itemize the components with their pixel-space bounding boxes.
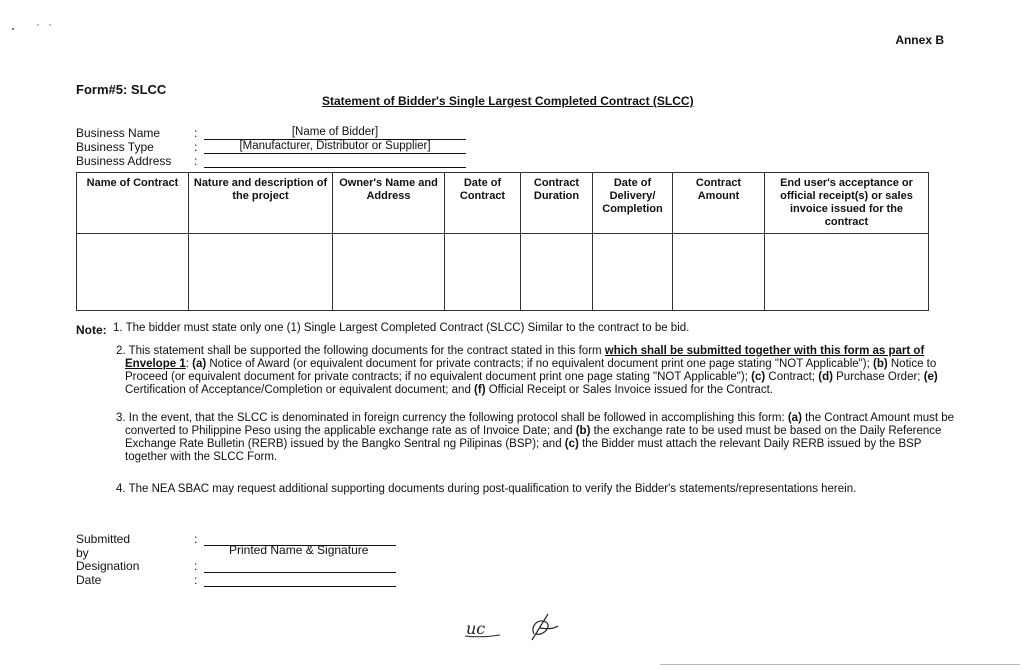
note-key: (c) <box>564 438 579 450</box>
scan-artifact-dots <box>10 18 60 36</box>
note-2 <box>116 345 955 397</box>
business-address-field[interactable] <box>204 154 466 168</box>
form-number: Form#5: SLCC <box>76 82 167 97</box>
column-header: Contract Duration <box>521 173 593 234</box>
note-text: the Contract Amount must be converted to Philippine Peso using the applicable exchange rate as of Invoice Date; and <box>125 412 955 437</box>
note-text: 3. In the event, that the SLCC is denominated in foreign currency the following protocol shall be followed in accomplishing this form: <box>116 412 788 424</box>
column-header: Nature and description of the project <box>189 173 333 234</box>
note-key: (b) <box>575 425 591 437</box>
note-key: (f) <box>474 384 486 396</box>
colon: : <box>194 573 198 587</box>
table-cell[interactable] <box>593 234 673 311</box>
handwritten-initials <box>460 606 570 651</box>
annex-label: Annex B <box>895 33 944 47</box>
note-key: (d) <box>818 371 833 383</box>
initials-first: uc <box>466 619 486 638</box>
column-header: Contract Amount <box>673 173 765 234</box>
slcc-table <box>76 172 929 311</box>
table-cell[interactable] <box>521 234 593 311</box>
designation-field[interactable] <box>204 559 396 573</box>
signature-caption: Printed Name & Signature <box>229 543 369 557</box>
column-header: Name of Contract <box>77 173 189 234</box>
column-header: End user's acceptance or official receipt(s) or sales invoice issued for the contract <box>765 173 929 234</box>
note-label: Note: <box>76 323 107 337</box>
note-text: 2. This statement shall be supported the following documents for the contract stated in this form <box>116 345 605 357</box>
document-title: Statement of Bidder's Single Largest Completed Contract (SLCC) <box>322 94 694 108</box>
submitted-by-label: Submitted by <box>76 532 131 560</box>
colon: : <box>194 140 198 154</box>
table-cell[interactable] <box>673 234 765 311</box>
note-text: Notice of Award (or equivalent document for private contracts; if no equivalent document print one page stating "NOT Applicable"); <box>206 358 873 370</box>
table-cell[interactable] <box>189 234 333 311</box>
note-emphasis: which shall be submitted together with this form as part of Envelope 1 <box>125 345 925 370</box>
date-field[interactable] <box>204 573 396 587</box>
note-key: (c) <box>751 371 766 383</box>
business-type-field[interactable]: [Manufacturer, Distributor or Supplier] <box>204 140 466 154</box>
table-cell[interactable] <box>77 234 189 311</box>
colon: : <box>194 154 198 168</box>
note-key: (b) <box>872 358 888 370</box>
note-key: (a) <box>787 412 802 424</box>
note-key: (e) <box>923 371 938 383</box>
colon: : <box>194 559 198 573</box>
business-type-label: Business Type <box>76 140 154 154</box>
note-text: the exchange rate to be used must be based on the Daily Reference Exchange Rate Bulletin (RERB) issued by the Bangko Sentral ng Pilipinas (BSP); and <box>125 425 942 450</box>
designation-label: Designation <box>76 559 140 573</box>
column-header: Date of Contract <box>445 173 521 234</box>
table-cell[interactable] <box>333 234 445 311</box>
note-key: (a) <box>192 358 207 370</box>
date-label: Date <box>76 573 102 587</box>
note-text: Official Receipt or Sales Invoice issued for the Contract. <box>485 384 773 396</box>
note-text: Notice to Proceed (or equivalent document for private contracts; if no equivalent document print one page stating "NOT Applicable"); <box>125 358 937 383</box>
note-text: Certification of Acceptance/Completion or equivalent document; and <box>125 384 475 396</box>
table-row <box>77 234 929 311</box>
note-text: the Bidder must attach the relevant Daily RERB issued by the BSP together with the SLCC Form. <box>125 438 922 463</box>
business-address-label: Business Address <box>76 154 172 168</box>
column-header: Owner's Name and Address <box>333 173 445 234</box>
business-name-field[interactable]: [Name of Bidder] <box>204 126 466 140</box>
table-cell[interactable] <box>445 234 521 311</box>
note-text: : <box>185 358 193 370</box>
column-header: Date of Delivery/ Completion <box>593 173 673 234</box>
note-text: Contract; <box>765 371 819 383</box>
note-3 <box>116 412 955 464</box>
colon: : <box>194 532 198 546</box>
business-name-label: Business Name <box>76 126 161 140</box>
table-header-row <box>77 173 929 234</box>
scan-edge-line <box>660 664 1020 665</box>
table-cell[interactable] <box>765 234 929 311</box>
colon: : <box>194 126 198 140</box>
note-text: Purchase Order; <box>832 371 924 383</box>
note-1: 1. The bidder must state only one (1) Single Largest Completed Contract (SLCC) Similar to the contract to be bid. <box>113 322 690 334</box>
note-4: 4. The NEA SBAC may request additional supporting documents during post-qualification to verify the Bidder's statements/representations herein. <box>116 483 857 495</box>
